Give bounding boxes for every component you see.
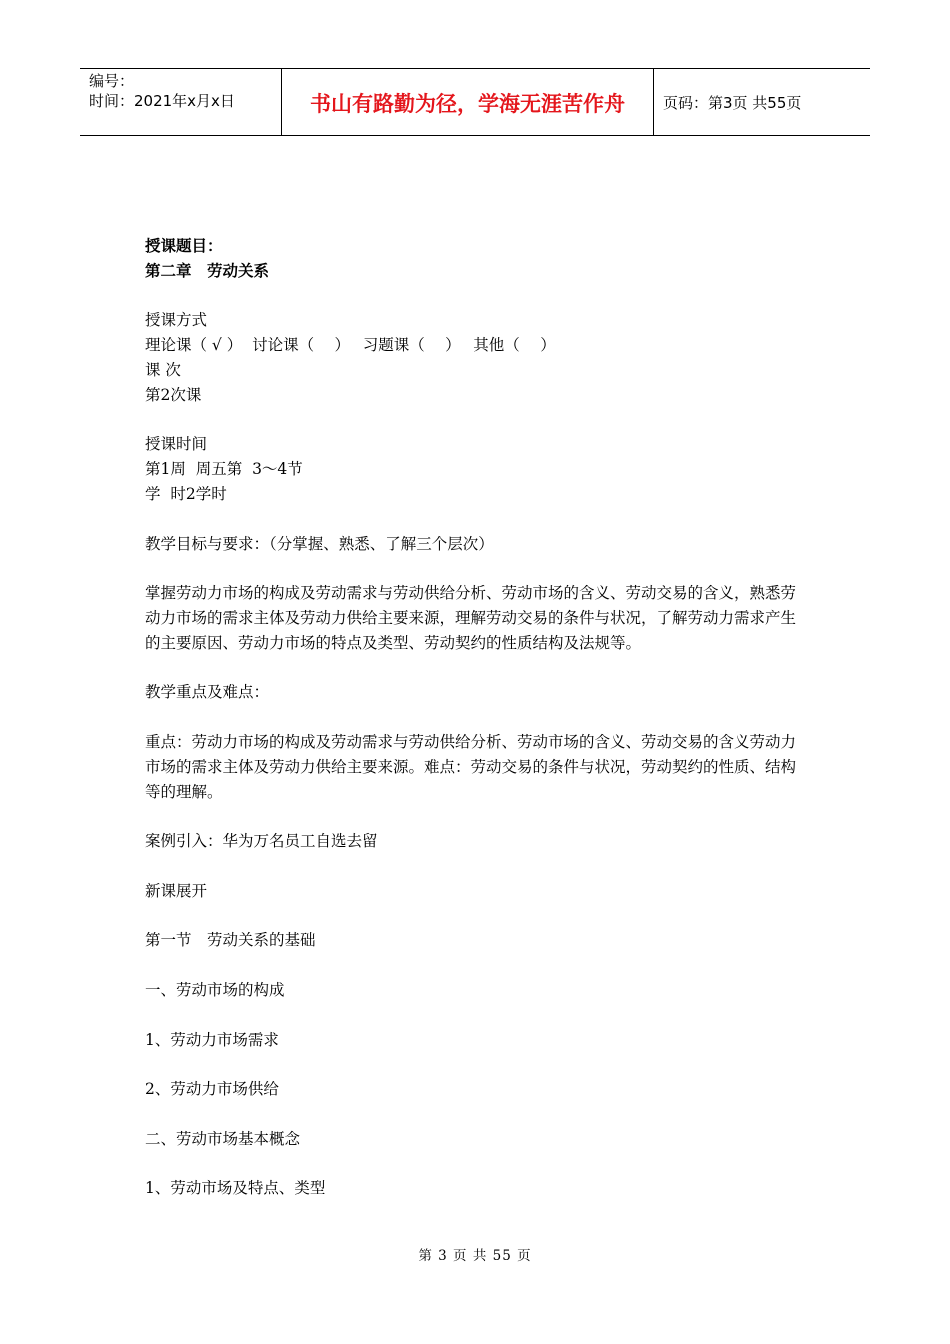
new-lesson: 新课展开 [145,881,208,900]
page-footer: 第 3 页 共 55 页 [418,1248,532,1264]
method-options: 理论课（ √ ） 讨论课（ ） 习题课（ ） 其他（ ） [145,336,556,355]
header-motto: 书山有路勤为径，学海无涯苦作舟 [281,69,654,135]
list-item: 2、劳动力市场供给 [145,1080,279,1099]
session-value: 第2次课 [145,385,202,404]
document-body [145,234,810,1201]
title-label: 授课题目： [145,236,223,255]
header-meta [80,69,281,135]
session-label: 课 次 [145,360,181,379]
list-item: 1、劳动市场及特点、类型 [145,1179,326,1198]
section-heading: 第一节 劳动关系的基础 [145,931,316,950]
chapter-title: 第二章 劳动关系 [145,260,270,280]
hours-value: 学 时2学时 [145,484,227,503]
list-item: 1、劳动力市场需求 [145,1030,279,1049]
method-label: 授课方式 [145,311,208,330]
list-item: 一、劳动市场的构成 [145,980,285,999]
header-page-info: 页码：第3页 共55页 [663,93,802,112]
key-text: 重点：劳动力市场的构成及劳动需求与劳动供给分析、劳动市场的含义、劳动交易的含义劳动力市场的需求主体及劳动力供给主要来源。难点：劳动交易的条件与状况，劳动契约的性质、结构等的理解。 [145,732,797,801]
key-label: 教学重点及难点： [145,683,270,702]
goals-label: 教学目标与要求：（分掌握、熟悉、了解三个层次） [145,534,494,553]
list-item: 二、劳动市场基本概念 [145,1129,301,1148]
page-header [80,68,870,136]
code-label: 编号： [89,72,135,90]
goals-text: 掌握劳动力市场的构成及劳动需求与劳动供给分析、劳动市场的含义、劳动交易的含义，熟悉劳动力市场的需求主体及劳动力供给主要来源，理解劳动交易的条件与状况，了解劳动力需求产生的主要原因、劳动力市场的特点及类型、劳动契约的性质结构及法规等。 [145,584,797,652]
time-label: 时间：2021年x月x日 [89,92,235,110]
time-value: 第1周 周五第 3～4节 [145,460,303,479]
time-label-body: 授课时间 [145,435,208,454]
case-intro: 案例引入：华为万名员工自选去留 [145,832,378,851]
